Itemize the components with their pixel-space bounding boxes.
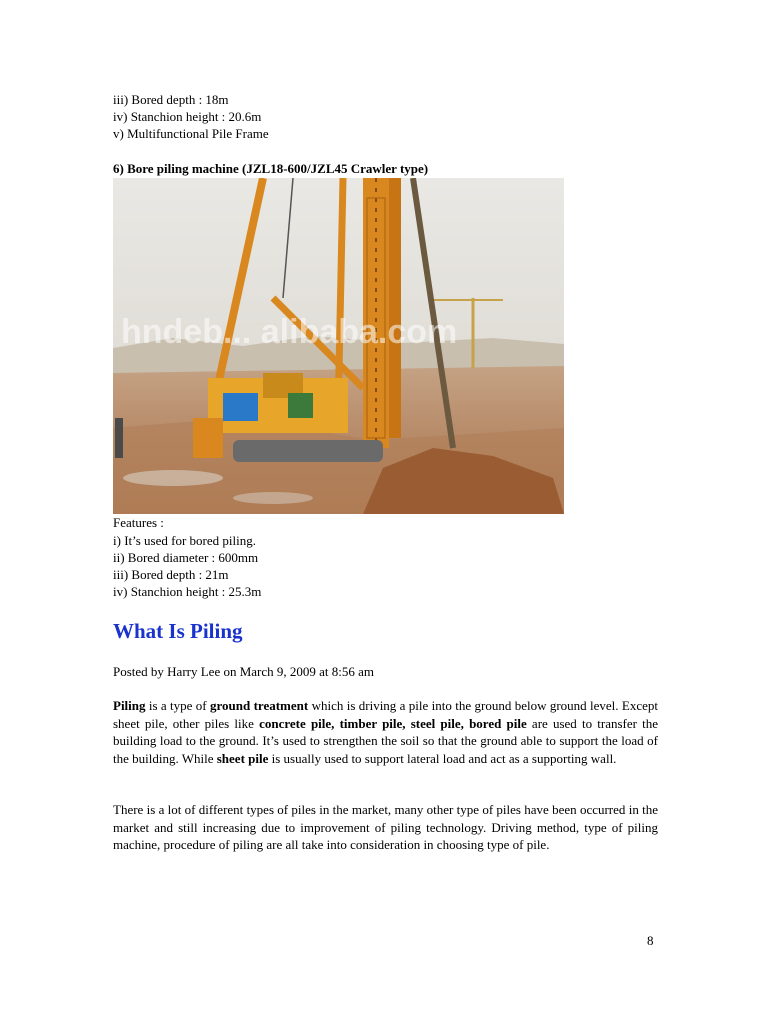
para1-text-b: which is driving a pile into the ground below ground level. Except sheet pile, other piles like — [113, 698, 658, 731]
para1-text-d: is usually used to support lateral load and act as a supporting wall. — [268, 750, 617, 766]
spec-item-bored-depth: iii) Bored depth : 18m — [113, 92, 229, 107]
article-paragraph-1 — [113, 697, 658, 767]
feature-item-3: iii) Bored depth : 21m — [113, 567, 229, 582]
term-piling: Piling — [113, 698, 146, 713]
post-byline: Posted by Harry Lee on March 9, 2009 at 8:56 am — [113, 664, 375, 679]
para1-text-a: is a type of — [145, 698, 210, 713]
term-ground-treatment: ground treatment — [210, 698, 309, 713]
bore-piling-machine-photo — [113, 178, 564, 514]
article-title: What Is Piling — [113, 619, 243, 643]
term-pile-types: concrete pile, timber pile, steel pile, bored pile — [259, 715, 527, 731]
feature-item-4: iv) Stanchion height : 25.3m — [113, 584, 262, 599]
spec-item-stanchion-height: iv) Stanchion height : 20.6m — [113, 109, 262, 124]
features-heading: Features : — [113, 515, 164, 530]
feature-item-1: i) It’s used for bored piling. — [113, 533, 256, 548]
para1-text-c: are used to transfer the building load to the ground. It’s used to strengthen the soil so that the ground able to support the load of the building. While — [113, 715, 659, 766]
spec-item-pile-frame: v) Multifunctional Pile Frame — [113, 126, 269, 141]
article-paragraph-2: There is a lot of different types of piles in the market, many other type of piles have been occurred in the market and still increasing due to improvement of piling technology. Driving method, type of piling machine, procedure of piling are all take into consideration in choosing type of pile. — [113, 802, 658, 852]
machine-title: 6) Bore piling machine (JZL18-600/JZL45 Crawler type) — [113, 161, 429, 176]
feature-item-2: ii) Bored diameter : 600mm — [113, 550, 259, 565]
photo-watermark: hndeb... alibaba.com — [121, 313, 458, 351]
page-number: 8 — [647, 933, 654, 948]
term-sheet-pile: sheet pile — [216, 750, 269, 766]
